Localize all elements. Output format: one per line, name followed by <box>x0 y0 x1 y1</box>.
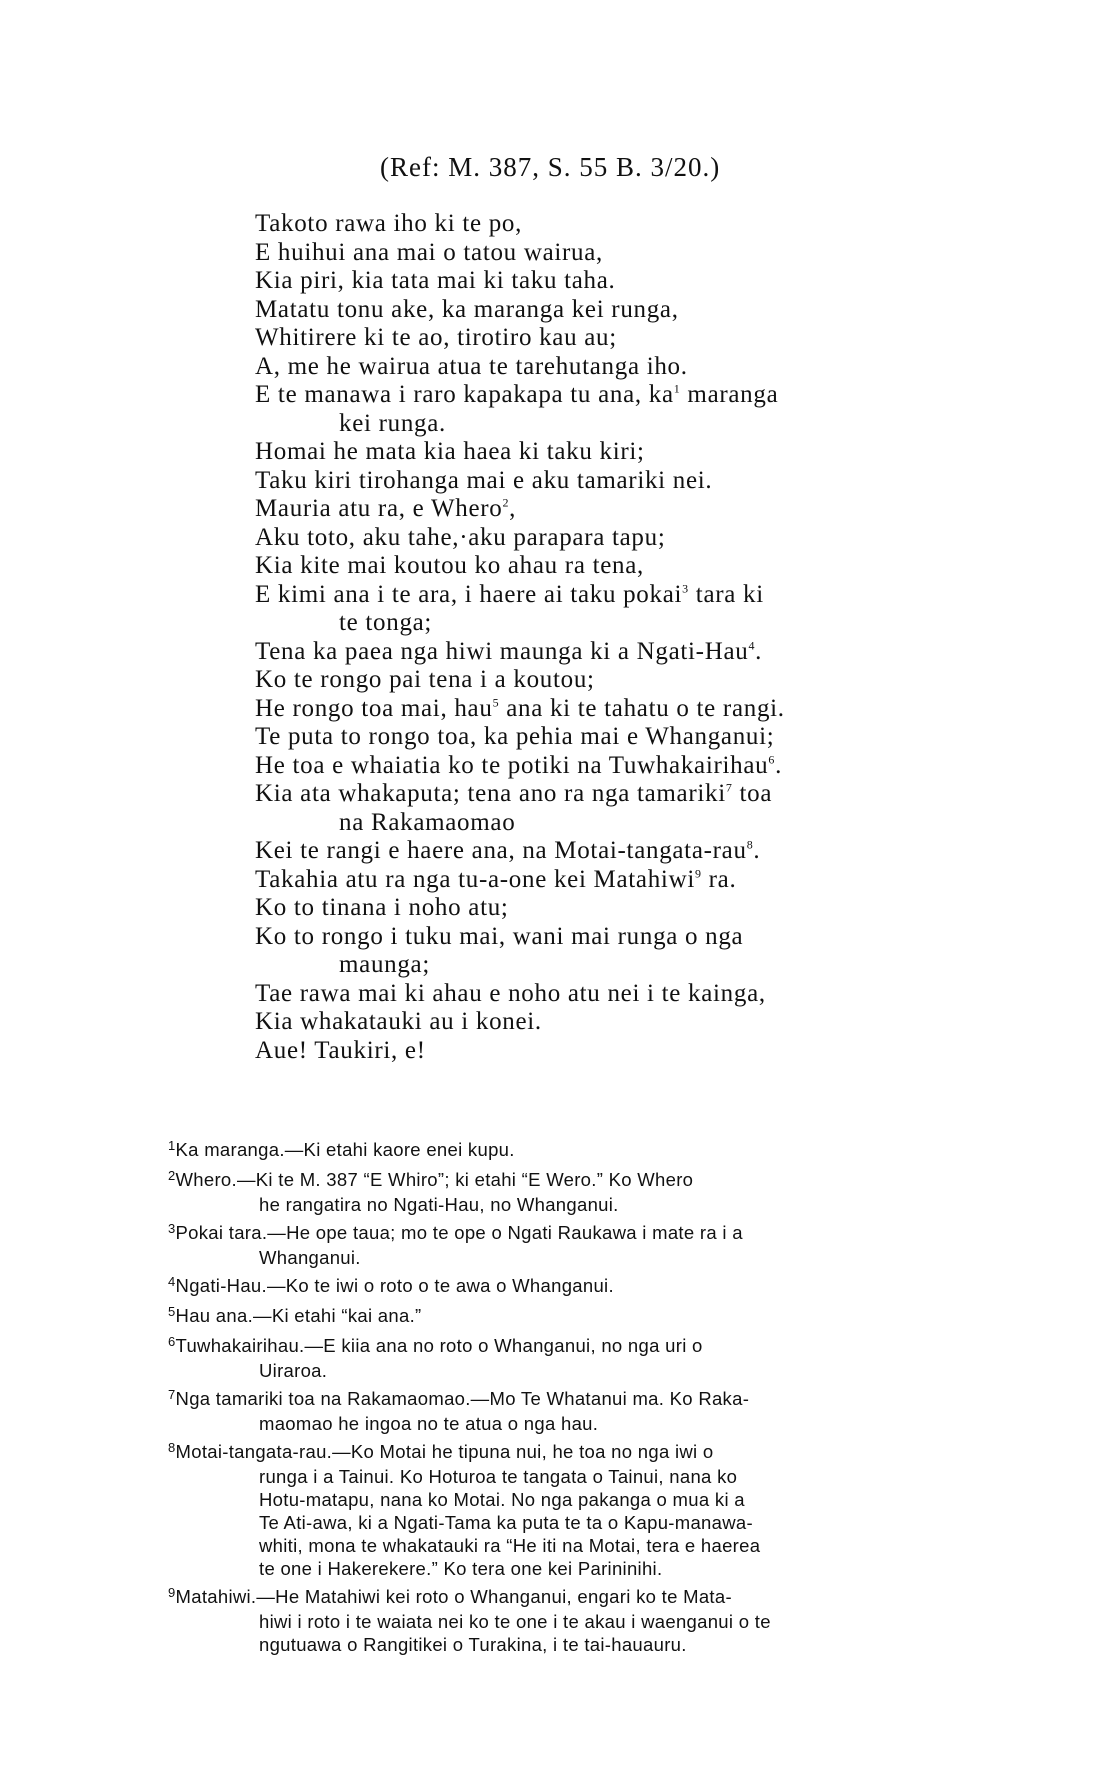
poem-line-text: kei runga. <box>339 409 446 437</box>
footnote-line <box>168 1633 998 1656</box>
poem-line <box>255 609 975 638</box>
poem-line-text: E te manawa i raro kapakapa tu ana, ka <box>255 381 674 408</box>
footnote <box>168 1334 998 1382</box>
footnote-marker: 2 <box>502 495 510 510</box>
poem-line <box>255 923 975 952</box>
poem-line-text: Kia ata whakaputa; tena ano ra nga tamariki <box>255 780 726 807</box>
footnote-line <box>168 1412 998 1435</box>
poem-line-text: Kei te rangi e haere ana, na Motai-tangata-rau <box>255 837 747 864</box>
footnote-text: runga i a Tainui. Ko Hoturoa te tangata o Tainui, nana ko <box>259 1466 738 1487</box>
footnote-line <box>168 1246 998 1269</box>
poem-line-text: Taku kiri tirohanga mai e aku tamariki nei. <box>255 466 713 494</box>
poem-line <box>255 638 975 667</box>
footnote <box>168 1274 998 1299</box>
poem-line <box>255 239 975 268</box>
poem-line <box>255 837 975 866</box>
footnote-line <box>168 1511 998 1534</box>
footnote-number: 8 <box>168 1440 176 1455</box>
poem-line <box>255 438 975 467</box>
footnote-text: Matahiwi.—He Matahiwi kei roto o Whanganui, engari ko te Mata- <box>175 1586 732 1607</box>
footnote-text: Ngati-Hau.—Ko te iwi o roto o te awa o Whanganui. <box>175 1275 614 1296</box>
footnote-text: Uiraroa. <box>259 1360 328 1381</box>
poem-line-text: Ko to rongo i tuku mai, wani mai runga o nga <box>255 922 744 950</box>
poem-line-text: Homai he mata kia haea ki taku kiri; <box>255 438 645 465</box>
footnote <box>168 1304 998 1329</box>
poem-line-tail: . <box>755 637 763 665</box>
poem-line <box>255 410 975 439</box>
footnote-number: 7 <box>168 1387 176 1402</box>
footnote <box>168 1138 998 1163</box>
poem-line-tail: . <box>753 837 761 864</box>
poem-line-text: Mauria atu ra, e Whero <box>255 495 503 522</box>
footnote-marker: 5 <box>492 695 500 710</box>
poem-line-tail: , <box>509 495 517 522</box>
poem-line <box>255 581 975 610</box>
poem-line <box>255 296 975 325</box>
footnote-line <box>168 1488 998 1511</box>
footnote-text: Hau ana.—Ki etahi “kai ana.” <box>175 1305 422 1326</box>
poem-line-text: Tae rawa mai ki ahau e noho atu nei i te kainga, <box>255 979 766 1007</box>
poem-line <box>255 495 975 524</box>
footnote-text: te one i Hakerekere.” Ko tera one kei Parininihi. <box>259 1558 663 1579</box>
poem-line <box>255 894 975 923</box>
footnote-line <box>168 1334 998 1359</box>
footnote-line <box>168 1274 998 1299</box>
poem-line-text: Kia piri, kia tata mai ki taku taha. <box>255 267 616 294</box>
footnote-line <box>168 1221 998 1246</box>
footnote-text: Tuwhakairihau.—E kiia ana no roto o Whanganui, no nga uri o <box>175 1335 703 1356</box>
poem-line-tail: toa <box>732 780 773 807</box>
footnote-line <box>168 1304 998 1329</box>
footnote <box>168 1168 998 1216</box>
footnote-number: 9 <box>168 1585 176 1600</box>
footnote-line <box>168 1359 998 1382</box>
footnote-number: 3 <box>168 1221 176 1236</box>
footnote-line <box>168 1387 998 1412</box>
footnote-marker: 1 <box>673 381 681 396</box>
poem-line-text: E huihui ana mai o tatou wairua, <box>255 238 603 266</box>
footnote-line <box>168 1465 998 1488</box>
poem-line <box>255 267 975 296</box>
poem-line-text: Aku toto, aku tahe,·aku parapara tapu; <box>255 523 666 551</box>
poem-line-text: maunga; <box>339 951 430 978</box>
poem-line <box>255 695 975 724</box>
footnote-line <box>168 1168 998 1193</box>
poem-line-text: Whitirere ki te ao, tirotiro kau au; <box>255 324 617 351</box>
footnote-text: maomao he ingoa no te atua o nga hau. <box>259 1413 599 1434</box>
footnote-line <box>168 1138 998 1163</box>
footnote-marker: 8 <box>746 837 754 852</box>
footnote-text: hiwi i roto i te waiata nei ko te one i te akau i waenganui o te <box>259 1611 771 1632</box>
footnotes <box>168 1138 998 1661</box>
poem-line-tail: ra. <box>701 865 737 893</box>
poem-line <box>255 552 975 581</box>
footnote-text: Te Ati-awa, ki a Ngati-Tama ka puta te ta o Kapu-manawa- <box>259 1512 753 1533</box>
poem-line-text: Takoto rawa iho ki te po, <box>255 210 523 237</box>
poem-line-text: Ko to tinana i noho atu; <box>255 894 509 921</box>
footnote-number: 2 <box>168 1168 176 1183</box>
footnote <box>168 1221 998 1269</box>
poem-line-text: Ko te rongo pai tena i a koutou; <box>255 666 595 693</box>
footnote-text: Pokai tara.—He ope taua; mo te ope o Ngati Raukawa i mate ra i a <box>175 1222 743 1243</box>
poem-line <box>255 752 975 781</box>
footnote-line <box>168 1557 998 1580</box>
poem-line <box>255 324 975 353</box>
footnote-text: ngutuawa o Rangitikei o Turakina, i te tai-hauauru. <box>259 1634 687 1655</box>
poem-line <box>255 780 975 809</box>
footnote-marker: 6 <box>768 752 776 767</box>
footnote-text: Nga tamariki toa na Rakamaomao.—Mo Te Whatanui ma. Ko Raka- <box>175 1388 750 1409</box>
footnote-line <box>168 1440 998 1465</box>
poem-line <box>255 866 975 895</box>
footnote-marker: 7 <box>725 780 733 795</box>
footnote-text: Whanganui. <box>259 1247 361 1268</box>
poem-line-text: Te puta to rongo toa, ka pehia mai e Whanganui; <box>255 723 775 750</box>
footnote-text: he rangatira no Ngati-Hau, no Whanganui. <box>259 1194 619 1215</box>
footnote <box>168 1440 998 1580</box>
footnote-number: 1 <box>168 1138 176 1153</box>
poem-text <box>255 210 975 1065</box>
poem-line <box>255 980 975 1009</box>
poem-line-text: Aue! Taukiri, e! <box>255 1036 426 1064</box>
footnote-text: whiti, mona te whakatauki ra “He iti na Motai, tera e haerea <box>259 1535 761 1556</box>
poem-line-text: Matatu tonu ake, ka maranga kei runga, <box>255 295 679 323</box>
poem-line <box>255 467 975 496</box>
poem-line-text: He rongo toa mai, hau <box>255 694 493 722</box>
footnote-text: Motai-tangata-rau.—Ko Motai he tipuna nui, he toa no nga iwi o <box>175 1441 714 1462</box>
poem-line <box>255 951 975 980</box>
poem-line <box>255 524 975 553</box>
poem-line-tail: tara ki <box>688 580 764 608</box>
footnote-line <box>168 1193 998 1216</box>
reference-heading: (Ref: M. 387, S. 55 B. 3/20.) <box>380 152 721 182</box>
footnote-marker: 3 <box>682 581 689 596</box>
poem-line-tail: ana ki te tahatu o te rangi. <box>499 694 785 722</box>
poem-line <box>255 210 975 239</box>
poem-line-text: He toa e whaiatia ko te potiki na Tuwhakairihau <box>255 751 769 779</box>
poem-line-tail: . <box>775 751 783 779</box>
footnote <box>168 1585 998 1656</box>
poem-line-text: A, me he wairua atua te tarehutanga iho. <box>255 352 688 380</box>
poem-line <box>255 1008 975 1037</box>
poem-line-text: na Rakamaomao <box>339 808 516 836</box>
footnote-text: Hotu-matapu, nana ko Motai. No nga pakanga o mua ki a <box>259 1489 745 1510</box>
footnote-number: 4 <box>168 1274 176 1289</box>
poem-line <box>255 1037 975 1066</box>
poem-line <box>255 723 975 752</box>
poem-line <box>255 381 975 410</box>
footnote-marker: 9 <box>694 866 702 881</box>
footnote-text: Ka maranga.—Ki etahi kaore enei kupu. <box>175 1139 515 1160</box>
poem-line-text: Takahia atu ra nga tu-a-one kei Matahiwi <box>255 865 695 893</box>
poem-line <box>255 353 975 382</box>
poem-line-text: te tonga; <box>339 609 433 636</box>
poem-line-text: Kia whakatauki au i konei. <box>255 1008 542 1035</box>
footnote <box>168 1387 998 1435</box>
poem-line <box>255 809 975 838</box>
poem-line-text: E kimi ana i te ara, i haere ai taku pokai <box>255 580 683 608</box>
footnote-number: 5 <box>168 1304 176 1319</box>
poem-line <box>255 666 975 695</box>
poem-line-text: Kia kite mai koutou ko ahau ra tena, <box>255 552 644 579</box>
footnote-marker: 4 <box>748 638 756 653</box>
footnote-line <box>168 1585 998 1610</box>
footnote-line <box>168 1610 998 1633</box>
poem-line-tail: maranga <box>680 381 779 408</box>
footnote-number: 6 <box>168 1334 176 1349</box>
footnote-line <box>168 1534 998 1557</box>
footnote-text: Whero.—Ki te M. 387 “E Whiro”; ki etahi “E Wero.” Ko Whero <box>175 1169 694 1190</box>
poem-line-text: Tena ka paea nga hiwi maunga ki a Ngati-Hau <box>255 637 749 665</box>
